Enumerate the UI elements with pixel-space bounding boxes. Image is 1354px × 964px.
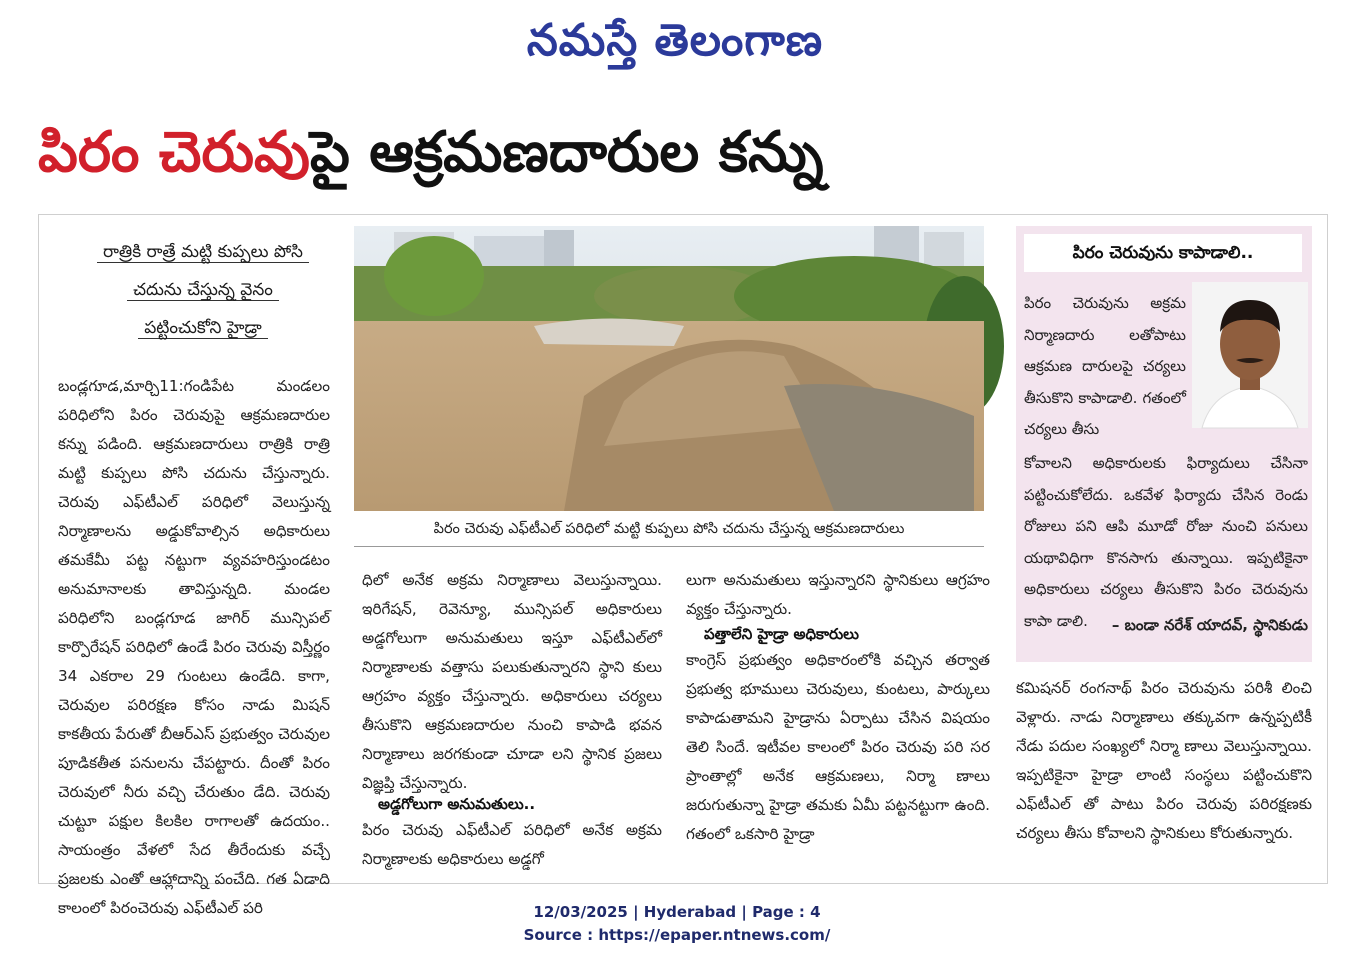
article-photo: [354, 226, 984, 511]
newspaper-masthead: నమస్తే తెలంగాణ: [526, 15, 824, 66]
column-2-subhead: అడ్డగోలుగా అనుమతులు..: [378, 795, 536, 813]
headline-red-part: పిరం చెరువు: [38, 120, 310, 185]
column-3-text-b: కాంగ్రెస్ ప్రభుత్వం అధికారంలోకి వచ్చిన తర్వాత ప్రభుత్వ భూములు చెరువులు, కుంటలు, పార్కులు కాపాడుతామని హైడ్రాను ఏర్పాటు చేసిన విషయం తెలి సిందే. ఇటీవల కాలంలో పిరం చెరువు పరి సర ప్రాంతాల్లో అనేక ఆక్రమణలు, నిర్మా ణాలు జరుగుతున్నా హైడ్రా తమకు ఏమీ పట్టనట్టుగా ఉంది. గతంలో ఒకసారి హైడ్రా: [686, 651, 990, 843]
deck-line-2: చదును చేస్తున్న వైనం: [58, 276, 348, 304]
column-2-text: ధిలో అనేక అక్రమ నిర్మాణాలు వెలుస్తున్నాయి. ఇరిగేషన్, రెవెన్యూ, మున్సిపల్ అధికారులు అడ్డగోలుగా అనుమతులు ఇస్తూ ఎఫ్‌టీఎల్‌లో నిర్మాణాలకు వత్తాసు పలుకుతున్నారని స్థాని కులు ఆగ్రహం వ్యక్తం చేస్తున్నారు. అధికారులు చర్యలు తీసుకొని ఆక్రమణదారుల నుంచి కాపాడి భవన నిర్మాణాలు జరగకుండా చూడా లని స్థానిక ప్రజలు విజ్ఞప్తి చేస్తున్నారు.: [362, 571, 662, 792]
column-4-text: కమిషనర్ రంగనాథ్ పిరం చెరువును పరిశీ లించి వెళ్లారు. నాడు నిర్మాణాలు తక్కువగా ఉన్నప్పటికీ నేడు పదుల సంఖ్యలో నిర్మా ణాలు వెలుస్తున్నాయి. ఇప్పటికైనా హైడ్రా లాంటి సంస్థలు పట్టించుకొని ఎఫ్‌టీఎల్ తో పాటు పిరం చెరువు పరిరక్షణకు చర్యలు తీసు కోవాలని స్థానికులు కోరుతున్నారు.: [1016, 679, 1312, 842]
sidebar-title: పిరం చెరువును కాపాడాలి..: [1024, 234, 1302, 272]
column-3-subhead: పత్తాలేని హైడ్రా అధికారులు: [704, 625, 859, 643]
deck-line-3: పట్టించుకోని హైడ్రా: [58, 314, 348, 342]
footer-source-link[interactable]: Source : https://epaper.ntnews.com/: [523, 926, 831, 944]
portrait-image: [1192, 282, 1308, 428]
column-3-text: లుగా అనుమతులు ఇస్తున్నారని స్థానికులు ఆగ్రహం వ్యక్తం చేస్తున్నారు.: [686, 571, 990, 618]
sidebar-text-top: పిరం చెరువును అక్రమ నిర్మాణదారు లతోపాటు ఆక్రమణ దారులపై చర్యలు తీసుకొని కాపాడాలి. గతంలో చర్యలు తీసు: [1024, 294, 1186, 438]
column-1-text: బండ్లగూడ,మార్చి11:గండిపేట మండలం పరిధిలోని పిరం చెరువుపై ఆక్రమణదారుల కన్ను పడింది. ఆక్రమణదారులు రాత్రికి రాత్రి మట్టి కుప్పలు పోసి చదును చేస్తున్నారు. చెరువు ఎఫ్‌టీఎల్ పరిధిలో వెలుస్తున్న నిర్మాణాలను అడ్డుకోవాల్సిన అధికారులు తమకేమీ పట్ట నట్టుగా వ్యవహరిస్తుండటం అనుమానాలకు తావిస్తున్నది. మండల పరిధిలోని బండ్లగూడ జాగిర్ మున్సిపల్ కార్పొరేషన్ పరిధిలో ఉండే పిరం చెరువు విస్తీర్ణం 34 ఎకరాల 29 గుంటలు ఉండేది. కాగా, చెరువుల పరిరక్షణ కోసం నాడు మిషన్ కాకతీయ పేరుతో బీఆర్ఎస్ ప్రభుత్వం చెరువుల పూడికతీత పనులను చేపట్టారు. దీంతో పిరం చెరువులో నీరు వచ్చి చేరుతుం డేది. చెరువు చుట్టూ పక్షుల కిలకిల రాగాలతో ఉదయం.. సాయంత్రం వేళలో సేద తీరేందుకు వచ్చే ప్రజలకు ఎంతో ఆహ్లాదాన్ని పంచేది. గత ఏడాది కాలంలో పిరంచెరువు ఎఫ్‌టీఎల్ పరి: [58, 377, 330, 917]
sidebar-text-bottom: కోవాలని అధికారులకు ఫిర్యాదులు చేసినా పట్టించుకోలేదు. ఒకవేళ ఫిర్యాదు చేసిన రెండు రోజులు పని ఆపి మూడో రోజు నుంచి పనులు యథావిధిగా కొనసాగు తున్నాయి. ఇప్పటికైనా అధికారులు చర్యలు తీసుకొని పిరం చెరువును కాపా డాలి.: [1024, 454, 1308, 630]
resident-portrait: [1192, 282, 1308, 428]
sidebar-byline: – బండా నరేశ్ యాదవ్, స్థానికుడు: [1111, 616, 1308, 634]
headline: [38, 98, 1328, 208]
headline-black-part: పై ఆక్రమణదారుల కన్ను: [309, 120, 824, 185]
lake-encroachment-photo: [354, 226, 984, 511]
photo-caption: పిరం చెరువు ఎఫ్‌టీఎల్ పరిధిలో మట్టి కుప్పలు పోసి చదును చేస్తున్న ఆక్రమణదారులు: [354, 512, 984, 547]
sidebar-quote-box: [1016, 226, 1312, 662]
deck-line-1: రాత్రికి రాత్రే మట్టి కుప్పలు పోసి: [58, 238, 348, 266]
footer-date-edition: 12/03/2025 | Hyderabad | Page : 4: [533, 903, 821, 921]
column-2-text-b: పిరం చెరువు ఎఫ్‌టీఎల్ పరిధిలో అనేక అక్రమ నిర్మాణాలకు అధికారులు అడ్డగో: [362, 821, 662, 868]
